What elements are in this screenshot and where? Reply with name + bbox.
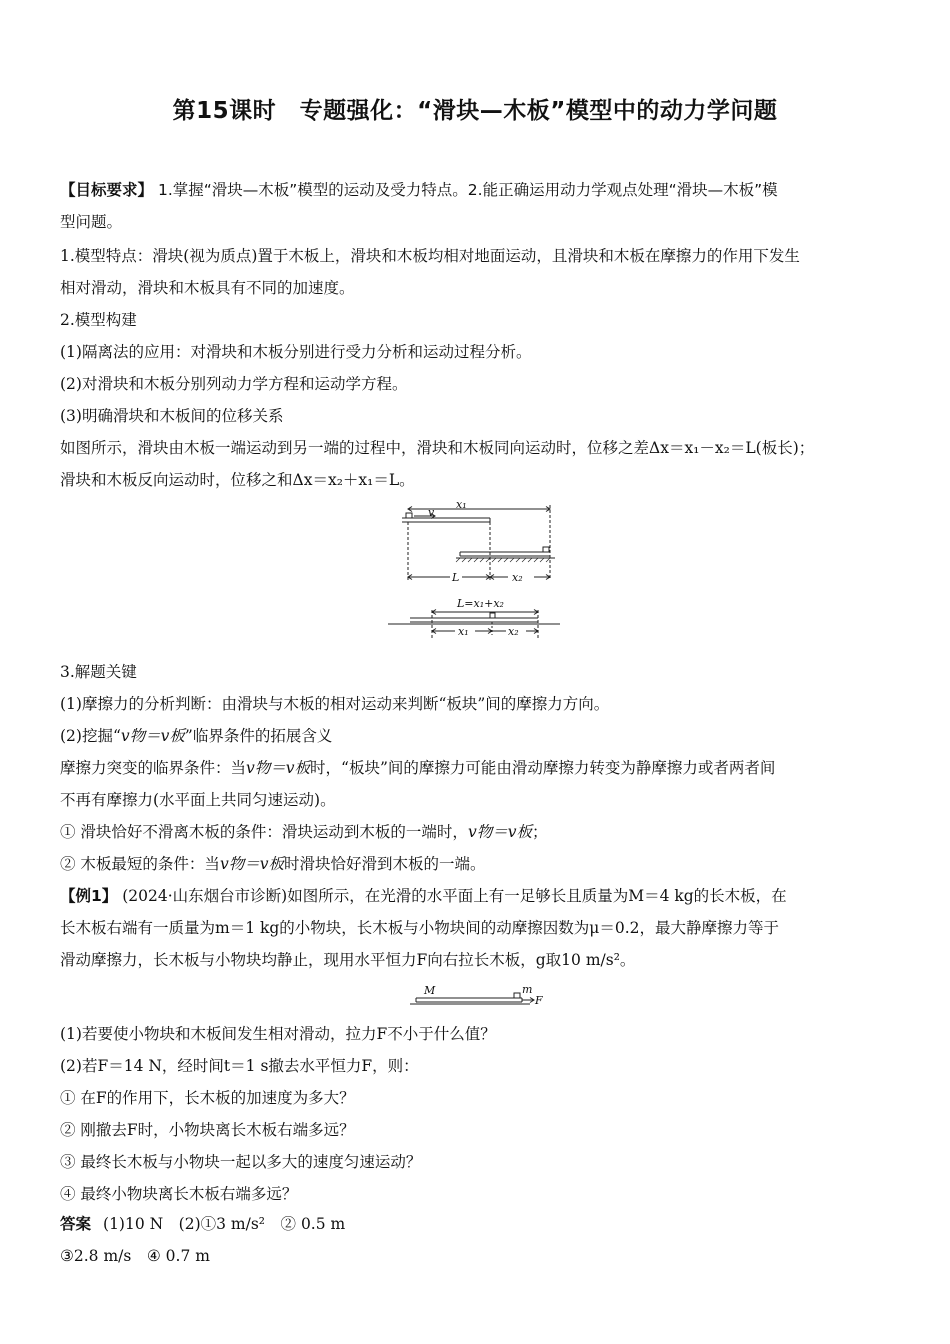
question-2d: ④ 最终小物块离长木板右端多远？ (60, 1185, 298, 1203)
critical-condition: v物＝v板 (467, 823, 532, 841)
question-2c: ③ 最终长木板与小物块一起以多大的速度匀速运动？ (60, 1153, 422, 1171)
section3-item-2 (60, 726, 332, 746)
section3-item-1: (1)摩擦力的分析判断：由滑块与木板的相对运动来判断“板块”间的摩擦力方向。 (60, 695, 610, 713)
critical-condition: v物＝v板 (219, 855, 284, 873)
section2-para-a-eq: Δx＝x₁－x₂＝L(板长)； (649, 439, 815, 457)
objective-text-2: 型问题。 (60, 213, 123, 231)
section3-item-2-pre: (2)挖掘“ (60, 727, 121, 745)
section2-para-b-text: 滑块和木板反向运动时，位移之和 (60, 471, 293, 489)
fig1-x2-bottom-label: x₂ (508, 625, 519, 638)
question-2: (2)若F＝14 N，经时间t＝1 s撤去水平恒力F，则： (60, 1057, 419, 1075)
example-label: 【例1】 (60, 887, 118, 905)
critical-condition: v物＝v板 (120, 727, 185, 745)
section2-para-b-eq: Δx＝x₂＋x₁＝L。 (292, 471, 415, 489)
section1-line-2: 相对滑动，滑块和木板具有不同的加速度。 (60, 279, 355, 297)
fig1-L-label: L (452, 571, 460, 584)
section3-item-2-post: ”临界条件的拓展含义 (184, 727, 333, 745)
answer-text-1: (1)10 N (2)①3 m/s² ② 0.5 m (103, 1215, 346, 1233)
fig1-L-eq-label: L=x₁+x₂ (457, 597, 504, 610)
example-diagram (410, 982, 550, 1010)
fig2-M-label: M (424, 984, 436, 997)
section3-para-1 (60, 758, 775, 778)
section3-para-1-post: 时，“板块”间的摩擦力可能由滑动摩擦力转变为静摩擦力或者两者间 (310, 759, 776, 777)
answer-line-1 (60, 1214, 345, 1234)
section2-para-b (60, 470, 415, 490)
fig1-x2-label: x₂ (512, 571, 523, 584)
section2-heading: 2.模型构建 (60, 311, 137, 329)
section3-condition-1-pre: ① 滑块恰好不滑离木板的条件：滑块运动到木板的一端时， (60, 823, 468, 841)
fig1-v-label: v (428, 506, 435, 519)
answer-label: 答案 (60, 1215, 92, 1233)
objective-line-1 (60, 180, 778, 200)
critical-condition: v物＝v板 (246, 759, 311, 777)
section2-para-a-text: 如图所示，滑块由木板一端运动到另一端的过程中，滑块和木板同向运动时，位移之差 (60, 439, 650, 457)
section3-heading: 3.解题关键 (60, 663, 137, 681)
question-2b: ② 刚撤去F时，小物块离长木板右端多远？ (60, 1121, 355, 1139)
page-title: 第15课时 专题强化：“滑块—木板”模型中的动力学问题 (172, 98, 778, 124)
section2-para-a (60, 438, 814, 458)
section1-line-1: 1.模型特点：滑块(视为质点)置于木板上，滑块和木板均相对地面运动，且滑块和木板在摩擦力的作用下发生 (60, 247, 800, 265)
objective-label: 【目标要求】 (60, 181, 154, 199)
board-block-diagram (380, 500, 570, 642)
objective-text-1: 1.掌握“滑块—木板”模型的运动及受力特点。2.能正确运用动力学观点处理“滑块—木板”模 (157, 181, 778, 199)
fig2-F-label: F (535, 994, 543, 1007)
section2-item-2: (2)对滑块和木板分别列动力学方程和运动学方程。 (60, 375, 408, 393)
example-line-2: 长木板右端有一质量为m＝1 kg的小物块，长木板与小物块间的动摩擦因数为μ＝0.2，最大静摩擦力等于 (60, 919, 780, 937)
example-text-1: (2024·山东烟台市诊断)如图所示，在光滑的水平面上有一足够长且质量为M＝4 kg的长木板，在 (122, 887, 787, 905)
section3-para-1-line-2: 不再有摩擦力(水平面上共同匀速运动)。 (60, 791, 336, 809)
answer-line-2: ③2.8 m/s ④ 0.7 m (60, 1247, 210, 1265)
section3-condition-2 (60, 854, 485, 874)
question-2a: ① 在F的作用下，长木板的加速度为多大？ (60, 1089, 355, 1107)
fig1-x1-bottom-label: x₁ (458, 625, 469, 638)
section3-condition-2-pre: ② 木板最短的条件：当 (60, 855, 220, 873)
example-line-1 (60, 886, 787, 906)
section3-condition-1-post: ； (531, 823, 548, 841)
question-1: (1)若要使小物块和木板间发生相对滑动，拉力F不小于什么值？ (60, 1025, 496, 1043)
section2-item-1: (1)隔离法的应用：对滑块和木板分别进行受力分析和运动过程分析。 (60, 343, 532, 361)
section3-condition-2-post: 时滑块恰好滑到木板的一端。 (283, 855, 486, 873)
fig1-x1-label: x₁ (456, 500, 467, 511)
section2-item-3: (3)明确滑块和木板间的位移关系 (60, 407, 284, 425)
section3-condition-1 (60, 822, 547, 842)
example-line-3: 滑动摩擦力，长木板与小物块均静止，现用水平恒力F向右拉长木板，g取10 m/s²。 (60, 951, 636, 969)
section3-para-1-pre: 摩擦力突变的临界条件：当 (60, 759, 247, 777)
fig2-m-label: m (522, 983, 533, 996)
